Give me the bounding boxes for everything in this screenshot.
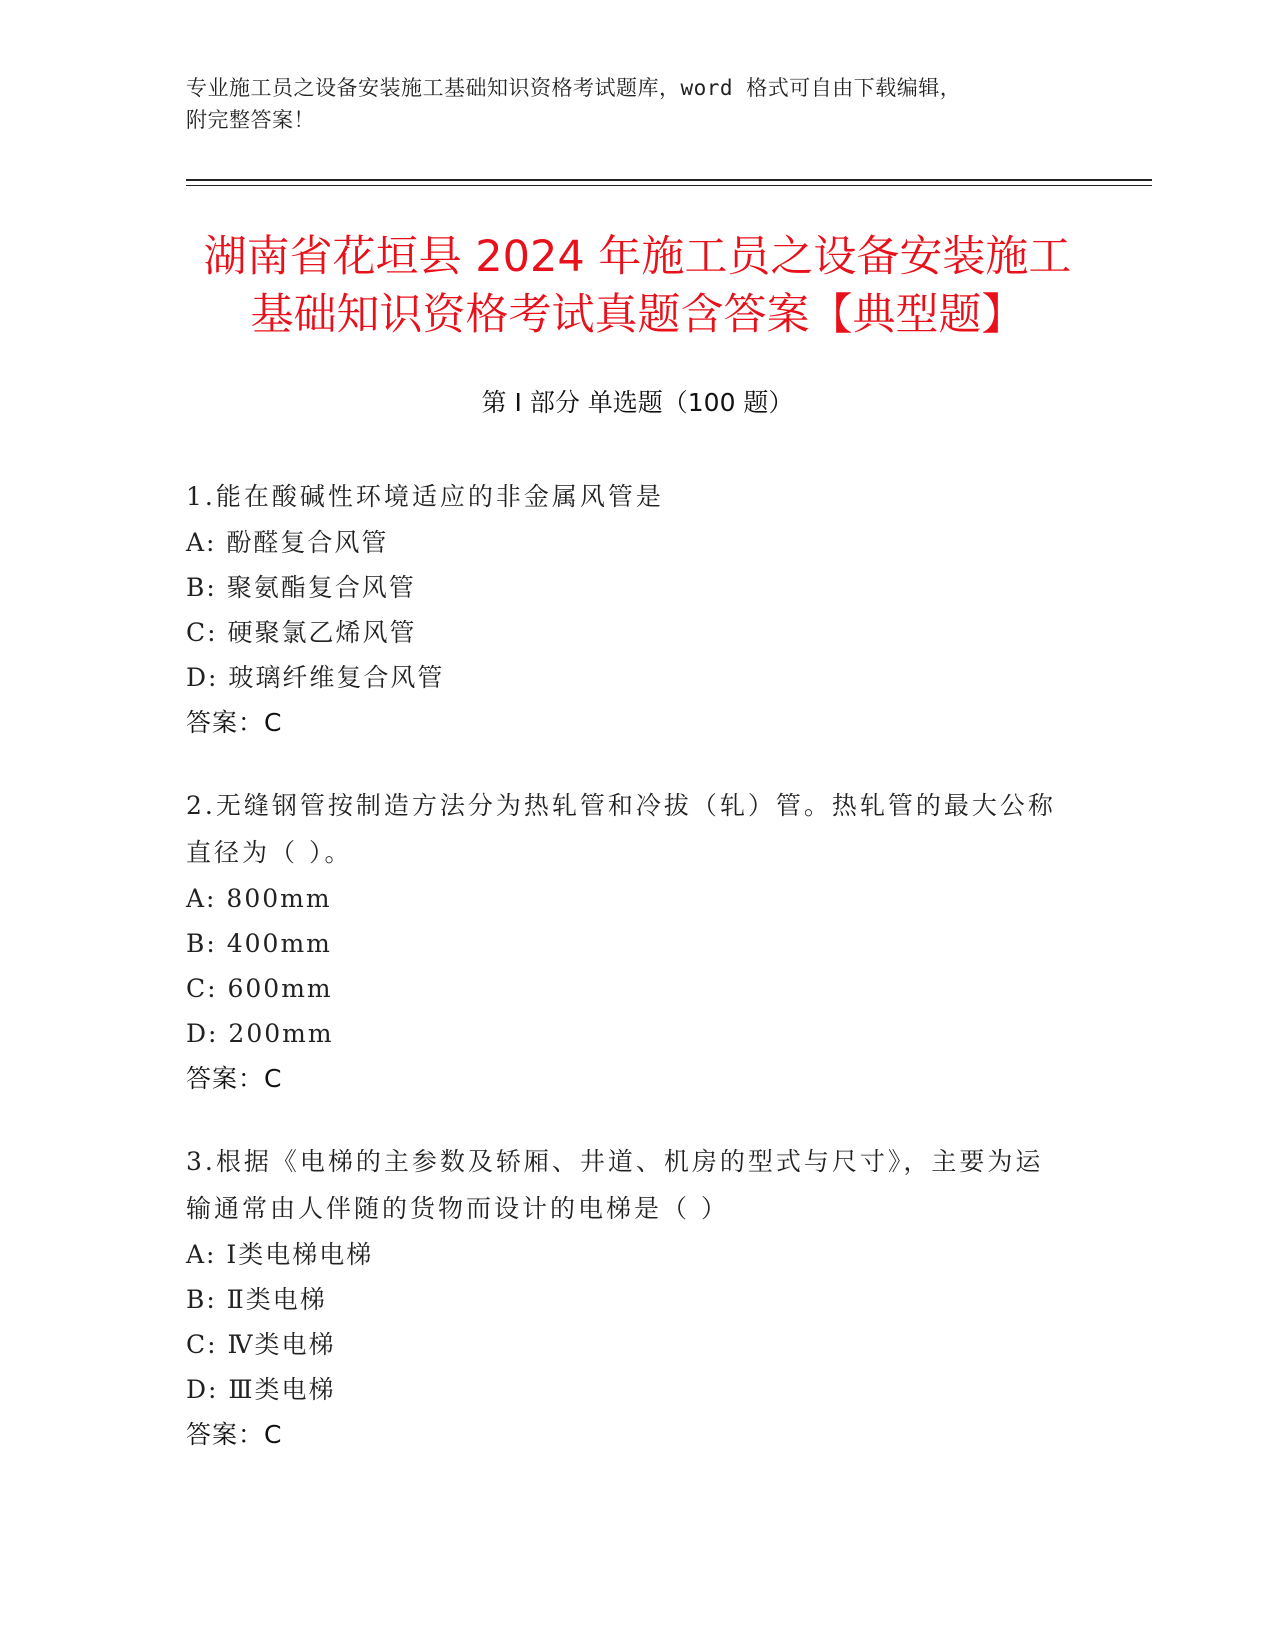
question-stem: 3.根据《电梯的主参数及轿厢、井道、机房的型式与尺寸》，主要为运输通常由人伴随的货物而设计的电梯是（ ） xyxy=(186,1147,1044,1223)
question-item xyxy=(186,782,1066,1101)
question-option-b: B: 400mm xyxy=(186,929,332,958)
question-answer: 答案：C xyxy=(186,1420,283,1449)
question-option-b: B: Ⅱ类电梯 xyxy=(186,1285,327,1314)
question-option-d: D: Ⅲ类电梯 xyxy=(186,1375,336,1404)
document-title-line-2: 基础知识资格考试真题含答案【典型题】 xyxy=(250,290,1025,340)
question-list xyxy=(186,476,1066,1497)
question-option-d: D: 玻璃纤维复合风管 xyxy=(186,663,445,692)
header-divider-thick xyxy=(186,179,1152,181)
question-option-b: B: 聚氨酯复合风管 xyxy=(186,573,416,602)
question-item xyxy=(186,1138,1066,1457)
header-note xyxy=(186,72,1066,136)
question-option-d: D: 200mm xyxy=(186,1019,334,1048)
question-option-c: C: Ⅳ类电梯 xyxy=(186,1330,336,1359)
header-divider-thin xyxy=(186,185,1152,186)
document-title-line-1: 湖南省花垣县 2024 年施工员之设备安装施工 xyxy=(203,232,1072,282)
question-stem: 1.能在酸碱性环境适应的非金属风管是 xyxy=(186,482,664,511)
header-note-line-2: 附完整答案！ xyxy=(186,108,315,132)
section-heading: 第 I 部分 单选题（100 题） xyxy=(481,388,794,417)
question-item xyxy=(186,473,1066,745)
question-answer: 答案：C xyxy=(186,708,283,737)
question-option-a: A: 酚醛复合风管 xyxy=(186,528,389,557)
question-option-c: C: 600mm xyxy=(186,974,333,1003)
document-title xyxy=(150,228,1125,344)
question-option-a: A: Ⅰ类电梯电梯 xyxy=(186,1240,374,1269)
question-answer: 答案：C xyxy=(186,1064,283,1093)
header-note-line-1: 专业施工员之设备安装施工基础知识资格考试题库，word 格式可自由下载编辑， xyxy=(186,76,962,100)
question-option-c: C: 硬聚氯乙烯风管 xyxy=(186,618,417,647)
question-stem: 2.无缝钢管按制造方法分为热轧管和冷拔（轧）管。热轧管的最大公称直径为（ ）。 xyxy=(186,791,1056,867)
question-option-a: A: 800mm xyxy=(186,884,332,913)
